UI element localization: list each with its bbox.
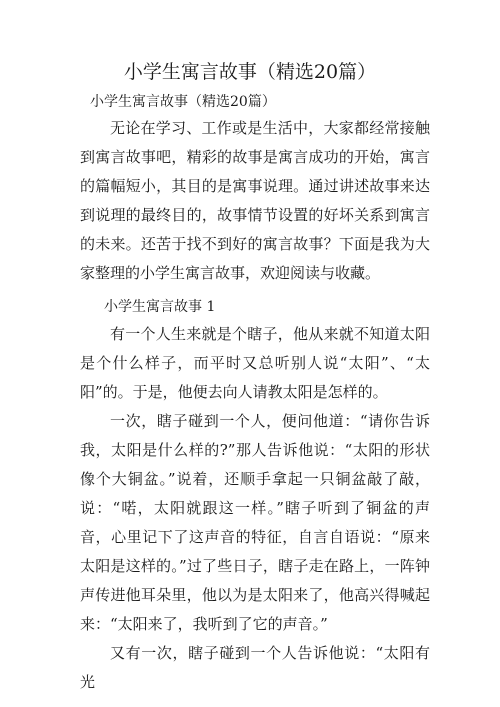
document-subtitle: 小学生寓言故事（精选20篇） <box>90 94 276 110</box>
section-heading: 小学生寓言故事 1 <box>104 299 216 315</box>
document-title: 小学生寓言故事（精选20篇） <box>123 61 377 83</box>
intro-paragraph: 无论在学习、工作或是生活中，大家都经常接触到寓言故事吧，精彩的故事是寓言成功的开始，寓言的篇幅短小，其目的是寓事说理。通过讲述故事来达到说理的最终目的，故事情节设置的好坏关系到寓言的未来。还苦于找不到好的寓言故事？下面是我为大家整理的小学生寓言故事，欢迎阅读与收藏。 <box>80 119 430 282</box>
story-paragraph-3: 又有一次，瞎子碰到一个人告诉他说：“太阳有光 <box>80 644 430 691</box>
story-paragraph-1: 有一个人生来就是个瞎子，他从来就不知道太阳是个什么样子，而平时又总听别人说“太阳”、“太阳”的。于是，他便去向人请教太阳是怎样的。 <box>80 325 430 401</box>
story-paragraph-2: 一次，瞎子碰到一个人，便问他道：“请你告诉我，太阳是什么样的?”那人告诉他说：“太阳的形状像个大铜盆。”说着，还顺手拿起一只铜盆敲了敲，说：“喏，太阳就跟这一样。”瞎子听到了铜盆的声音，心里记下了这声音的特征，自言自语说：“原来太阳是这样的。”过了些日子，瞎子走在路上，一阵钟声传进他耳朵里，他以为是太阳来了，他高兴得喊起来：“太阳来了，我听到了它的声音。” <box>80 412 430 633</box>
intro-section <box>80 114 430 288</box>
story-section <box>80 320 430 697</box>
